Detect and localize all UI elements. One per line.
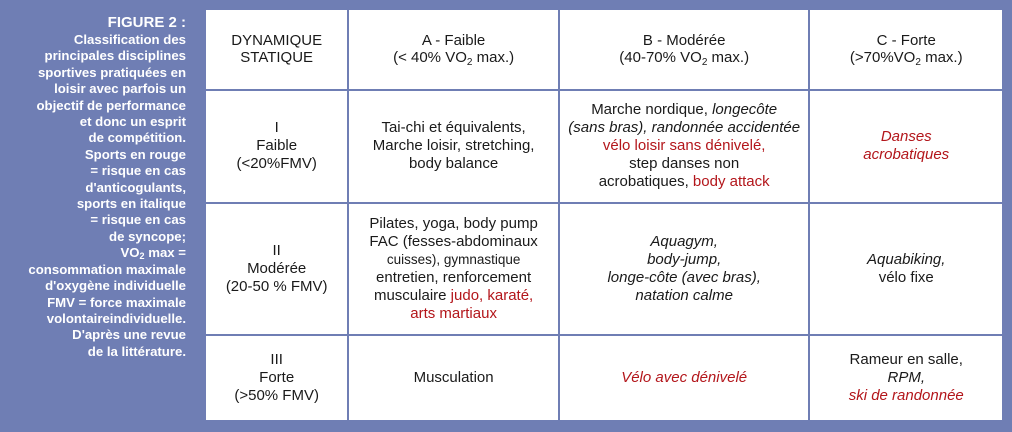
caption-line: d'oxygène individuelle	[45, 278, 186, 294]
row-header-iii: III Forte (>50% FMV)	[205, 335, 348, 421]
vo2-prefix: VO	[120, 245, 140, 261]
vo2-suffix: max =	[144, 245, 186, 261]
caption-vo2-line	[4, 245, 186, 261]
column-header-a: A - Faible (< 40% $VO_2$ max.)	[348, 9, 559, 90]
caption-line: consommation maximale	[28, 261, 186, 277]
caption-line: de compétition.	[88, 130, 186, 146]
caption-line: = risque en cas	[90, 163, 186, 179]
cell-iii-c: Rameur en salle, RPM, ski de randonnée	[809, 335, 1003, 421]
cell-iii-b: Vélo avec dénivelé	[559, 335, 810, 421]
cell-i-a: Tai-chi et équivalents, Marche loisir, stretching, body balance	[348, 90, 559, 203]
cell-ii-a: Pilates, yoga, body pump FAC (fesses-abdominaux cuisses), gymnastique entretien, renforcement musculaire judo, karaté, arts martiaux	[348, 203, 559, 335]
table-row	[205, 90, 1003, 203]
caption-line: = risque en cas	[90, 212, 186, 228]
cell-iii-a: Musculation	[348, 335, 559, 421]
vo2-subscript: 2	[139, 251, 145, 262]
cell-i-c: Danses acrobatiques	[809, 90, 1003, 203]
caption-line: et donc un esprit	[79, 114, 186, 130]
corner-header: DYNAMIQUE STATIQUE	[205, 9, 348, 90]
cell-ii-c: Aquabiking, vélo fixe	[809, 203, 1003, 335]
caption-line: principales disciplines	[44, 48, 186, 64]
cell-i-b: Marche nordique, longecôte (sans bras), randonnée accidentée vélo loisir sans dénivelé, step danses non acrobatiques, body attack	[559, 90, 810, 203]
table-row	[205, 203, 1003, 335]
caption-line: FMV = force maximale	[47, 294, 186, 310]
caption-line: Classification des	[73, 32, 186, 47]
table-row	[205, 335, 1003, 421]
caption-line: sportives pratiquées en	[37, 64, 186, 80]
classification-table-frame	[196, 0, 1012, 432]
caption-line: d'anticogulants,	[85, 179, 186, 195]
caption-line: D'après une revue	[72, 327, 186, 343]
figure-title: FIGURE 2 :	[107, 14, 186, 31]
caption-line: de la littérature.	[87, 343, 186, 359]
caption-line: volontaireindividuelle.	[46, 310, 186, 326]
cell-ii-b: Aquagym, body-jump, longe-côte (avec bras), natation calme	[559, 203, 810, 335]
caption-line: loisir avec parfois un	[54, 81, 186, 97]
column-header-c: C - Forte ($>70\%VO_2$ max.)	[809, 9, 1003, 90]
caption-line: objectif de performance	[36, 97, 186, 113]
table-header-row	[205, 9, 1003, 90]
classification-table	[204, 8, 1004, 422]
figure-caption	[0, 0, 196, 432]
caption-line: sports en italique	[76, 196, 186, 212]
caption-line: de syncope;	[109, 228, 186, 244]
row-header-i: I Faible (<20%FMV)	[205, 90, 348, 203]
caption-line: Sports en rouge	[84, 146, 186, 162]
row-header-ii: II Modérée (20-50 % FMV)	[205, 203, 348, 335]
column-header-b: B - Modérée (40-70% $VO_2$ max.)	[559, 9, 810, 90]
